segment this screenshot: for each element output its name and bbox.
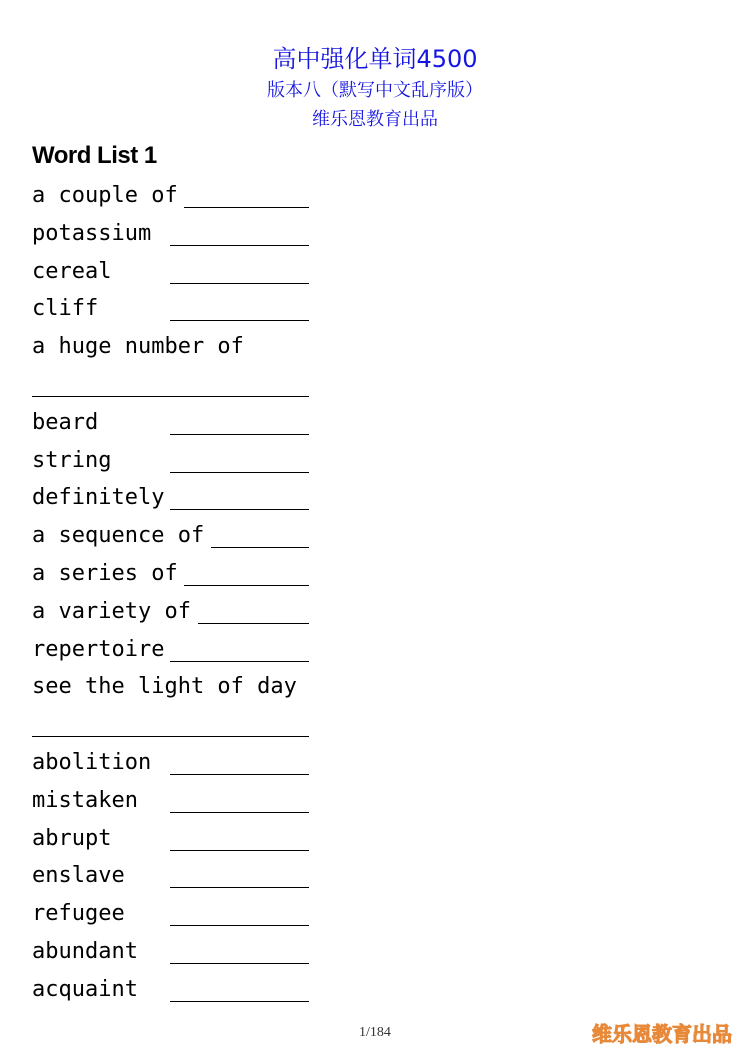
answer-blank[interactable] [170,320,309,321]
word-text: a series of [32,560,178,586]
list-heading: Word List 1 [32,142,157,169]
document-subtitle: 版本八（默写中文乱序版） [267,80,483,101]
word-row [32,555,312,593]
word-text: see the light of day [32,674,297,700]
word-text: enslave [32,863,125,889]
word-row [32,631,312,669]
word-row [32,668,312,706]
word-row [32,895,312,933]
word-text: refugee [32,901,125,927]
word-row [32,971,312,1009]
word-text: string [32,447,112,473]
word-text: abolition [32,749,152,775]
answer-blank[interactable] [198,623,309,624]
answer-blank[interactable] [170,774,309,775]
word-row [32,290,312,328]
word-text: abundant [32,938,138,964]
word-text: mistaken [32,787,138,813]
word-row [32,366,312,404]
document-title: 高中强化单词4500 [272,45,478,73]
answer-blank[interactable] [170,283,309,284]
answer-blank[interactable] [170,1001,309,1002]
answer-blank[interactable] [170,850,309,851]
answer-blank[interactable] [170,963,309,964]
word-row [32,782,312,820]
word-row [32,404,312,442]
word-row [32,517,312,555]
answer-blank[interactable] [170,887,309,888]
word-row [32,744,312,782]
word-text: abrupt [32,825,112,851]
word-text: potassium [32,220,152,246]
publisher-watermark: 维乐恩教育出品 [592,1022,732,1046]
answer-blank[interactable] [170,472,309,473]
answer-blank[interactable] [170,925,309,926]
document-header [0,42,750,134]
word-row [32,706,312,744]
word-row [32,593,312,631]
word-row [32,933,312,971]
word-text: cliff [32,296,99,322]
word-row [32,479,312,517]
word-text: definitely [32,485,165,511]
answer-blank[interactable] [184,207,309,208]
word-text: a couple of [32,183,178,208]
answer-blank[interactable] [170,434,309,435]
word-row [32,215,312,253]
word-text: a huge number of [32,334,244,360]
word-text: repertoire [32,636,165,662]
answer-blank[interactable] [170,661,309,662]
word-row [32,253,312,291]
word-row [32,857,312,895]
answer-blank[interactable] [184,585,309,586]
page-number: 1/184 [359,1025,391,1040]
answer-blank[interactable] [211,547,309,548]
word-row [32,328,312,366]
word-text: acquaint [32,976,138,1002]
answer-blank[interactable] [170,245,309,246]
word-text: a sequence of [32,523,205,549]
answer-blank[interactable] [170,812,309,813]
word-row [32,442,312,480]
word-row [32,177,312,215]
answer-blank[interactable] [170,509,309,510]
word-row [32,820,312,858]
word-text: cereal [32,258,112,284]
answer-blank[interactable] [32,736,309,737]
word-list [32,177,312,1009]
answer-blank[interactable] [32,396,309,397]
word-text: a variety of [32,598,191,624]
word-text: beard [32,409,99,435]
publisher-line: 维乐恩教育出品 [312,109,438,130]
